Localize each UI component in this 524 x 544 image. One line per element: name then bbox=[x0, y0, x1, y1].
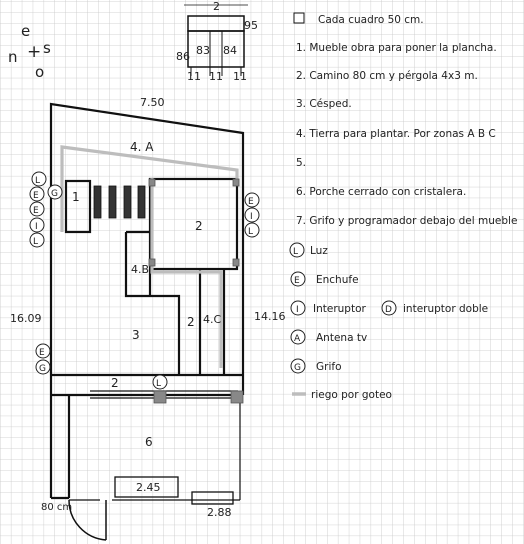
left-luz-symbol-2: L bbox=[33, 237, 39, 247]
right-interruptor-symbol: I bbox=[250, 212, 253, 222]
dim-bottom-b: 2.88 bbox=[207, 506, 232, 519]
right-luz-symbol: L bbox=[248, 227, 254, 237]
lower-enchufe-symbol: E bbox=[39, 348, 45, 358]
left-enchufe-symbol: E bbox=[33, 191, 39, 201]
zone-1-label: 1 bbox=[72, 190, 80, 204]
legend-doble-text: interuptor doble bbox=[403, 303, 489, 315]
legend-interruptor-text: Interuptor bbox=[313, 303, 366, 315]
legend-item-1: 1. Mueble obra para poner la plancha. bbox=[296, 42, 497, 54]
fixture-1 bbox=[154, 391, 166, 403]
zone-4a-label: 4. A bbox=[130, 140, 154, 154]
dim-top: 7.50 bbox=[140, 96, 165, 109]
elevation-width: 2 bbox=[213, 0, 220, 13]
left-interruptor-symbol: I bbox=[35, 222, 38, 232]
legend-enchufe-symbol: E bbox=[294, 276, 300, 286]
zone-6-label: 6 bbox=[145, 435, 153, 449]
legend-item-5: 5. bbox=[296, 157, 307, 169]
compass-s: s bbox=[43, 39, 51, 57]
right-enchufe-symbol: E bbox=[248, 197, 254, 207]
left-enchufe-symbol-2: E bbox=[33, 206, 39, 216]
left-luz-symbol: L bbox=[35, 176, 41, 186]
elevation-height: 95 bbox=[244, 19, 258, 32]
elevation-spacing-2: 11 bbox=[209, 70, 223, 83]
zone-4c-label: 4.C bbox=[203, 313, 222, 326]
elevation-panel-b: 84 bbox=[223, 44, 237, 57]
legend-item-3: 3. Césped. bbox=[296, 98, 352, 110]
dim-bottom-a: 2.45 bbox=[136, 481, 161, 494]
elevation-panel-a: 83 bbox=[196, 44, 210, 57]
legend-item-6: 6. Porche cerrado con cristalera. bbox=[296, 186, 467, 198]
zone-2-label: 2 bbox=[195, 219, 203, 233]
dim-door: 80 cm bbox=[41, 502, 73, 513]
legend-grid-text: Cada cuadro 50 cm. bbox=[318, 14, 424, 26]
compass-e: e bbox=[21, 22, 31, 40]
compass-n: n bbox=[8, 48, 18, 66]
legend-grid-square bbox=[294, 13, 304, 23]
legend-luz-text: Luz bbox=[310, 245, 328, 257]
zone-4b-label: 4.B bbox=[131, 263, 150, 276]
fixture-2 bbox=[231, 391, 243, 403]
legend-grifo-symbol: G bbox=[294, 363, 301, 373]
legend-item-7: 7. Grifo y programador debajo del mueble bbox=[296, 215, 518, 227]
zone-2-path-label: 2 bbox=[187, 315, 195, 329]
elevation-left: 86 bbox=[176, 50, 190, 63]
zone-3-label: 3 bbox=[132, 328, 140, 342]
elevation-spacing-3: 11 bbox=[233, 70, 247, 83]
legend-luz-symbol: L bbox=[293, 247, 299, 257]
left-grifo-symbol: G bbox=[51, 189, 58, 199]
legend-doble-symbol: D bbox=[385, 305, 392, 315]
legend-enchufe-text: Enchufe bbox=[316, 274, 359, 286]
dim-left: 16.09 bbox=[10, 312, 42, 325]
compass-o: o bbox=[35, 63, 45, 81]
legend-riego-text: riego por goteo bbox=[311, 389, 392, 401]
compass-cross: + bbox=[27, 42, 42, 62]
bottom-luz-symbol: L bbox=[156, 379, 162, 389]
legend-grifo-text: Grifo bbox=[316, 361, 342, 373]
elevation-spacing-1: 11 bbox=[187, 70, 201, 83]
legend-item-2: 2. Camino 80 cm y pérgola 4x3 m. bbox=[296, 70, 478, 82]
dim-right: 14.16 bbox=[254, 310, 286, 323]
zone-2-bottom-label: 2 bbox=[111, 376, 119, 390]
legend-antena-symbol: A bbox=[294, 334, 301, 344]
legend-interruptor-symbol: I bbox=[296, 305, 299, 315]
lower-grifo-symbol: G bbox=[39, 364, 46, 374]
legend-antena-text: Antena tv bbox=[316, 332, 368, 344]
legend-item-4: 4. Tierra para plantar. Por zonas A B C bbox=[296, 128, 496, 140]
